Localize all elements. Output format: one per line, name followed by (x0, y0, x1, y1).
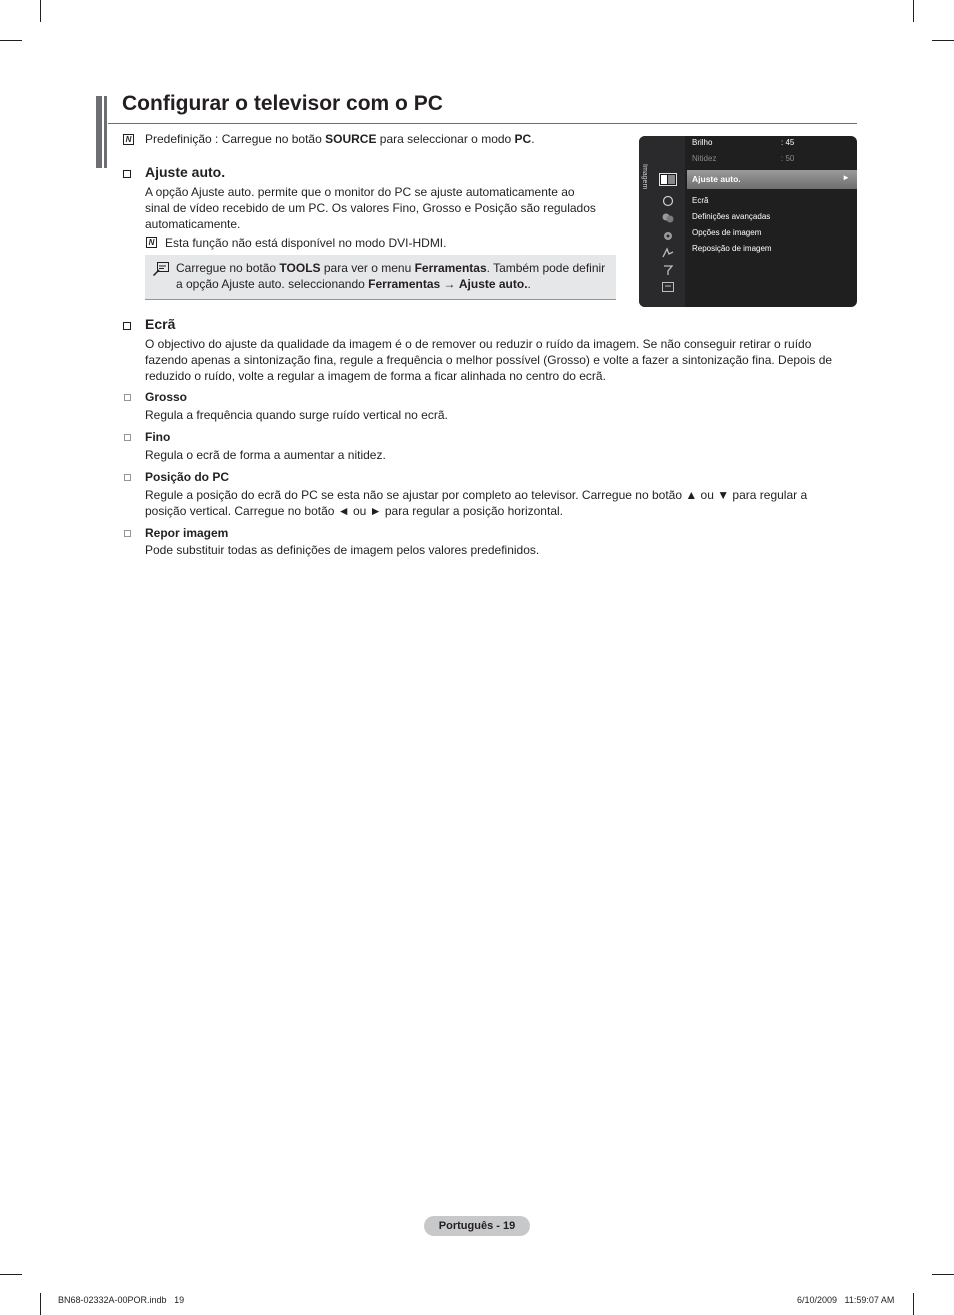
crop-mark (40, 0, 41, 22)
note-icon: N (146, 237, 157, 248)
tv-menu-highlighted-item (687, 170, 857, 189)
bullet-square-icon (124, 394, 131, 401)
picture-icon (659, 173, 677, 186)
application-icon (661, 264, 675, 276)
sub-item-title: Repor imagem (145, 526, 229, 540)
tv-menu-item: Ajuste auto. (692, 174, 741, 184)
crop-mark (913, 0, 914, 22)
ecra-body: O objectivo do ajuste da qualidade da imagem é o de remover ou reduzir o ruído da imagem. Se não conseguir retirar o ruído fazendo apenas a sintonização fina, regule a frequência o melhor possível (Grosso) e volte a fazer a sintonização fina. Depois de reduzido o ruído, volte a regular a imagem de forma a ficar alinhada no centro do ecrã. (145, 337, 833, 383)
intro-note: Predefinição : Carregue no botão SOURCE para seleccionar o modo PC. (145, 132, 535, 146)
crop-mark (0, 40, 22, 41)
tv-menu-screenshot (639, 136, 857, 307)
setup-gear-icon (661, 230, 675, 242)
crop-mark (932, 1274, 954, 1275)
tv-menu-item: Definições avançadas (692, 212, 771, 221)
print-slug-right: 6/10/2009 11:59:07 AM (797, 1295, 895, 1305)
tv-menu-value: : 50 (781, 154, 795, 163)
tv-menu-item: Reposição de imagem (692, 244, 772, 253)
crop-mark (913, 1293, 914, 1315)
sub-item-text: Regula a frequência quando surge ruído vertical no ecrã. (145, 408, 448, 422)
sound-icon (661, 195, 675, 207)
arrow-right-icon: ► (842, 173, 850, 182)
crop-mark (0, 1274, 22, 1275)
section-checkbox-icon (123, 170, 131, 178)
ajuste-body: A opção Ajuste auto. permite que o monitor do PC se ajuste automaticamente ao sinal de vídeo recebido de um PC. Os valores Fino, Grosso e Posição são regulados automaticamente. (145, 185, 596, 231)
section-heading-ecra: Ecrã (145, 316, 176, 332)
tv-menu-item: Opções de imagem (692, 228, 762, 237)
bullet-square-icon (124, 530, 131, 537)
sub-item-title: Fino (145, 430, 171, 444)
bullet-square-icon (124, 434, 131, 441)
tv-menu-item: Brilho (692, 138, 713, 147)
page-title: Configurar o televisor com o PC (122, 92, 443, 115)
page-number-badge: Português - 19 (424, 1216, 530, 1236)
input-icon (661, 247, 675, 259)
tools-tip-text: Carregue no botão TOOLS para ver o menu Ferramentas. Também pode definir a opção Ajuste auto. seleccionando Ferramentas → Ajuste auto.. (176, 261, 606, 291)
crop-mark (932, 40, 954, 41)
crop-mark (40, 1293, 41, 1315)
tools-icon (153, 262, 169, 276)
sub-item-title: Grosso (145, 390, 188, 404)
section-heading-ajuste: Ajuste auto. (145, 164, 226, 180)
tv-menu-item: Ecrã (692, 196, 709, 205)
tools-tip-box (145, 255, 616, 300)
note-icon: N (123, 134, 134, 145)
sub-item-title: Posição do PC (145, 470, 230, 484)
ajuste-note: Esta função não está disponível no modo DVI-HDMI. (165, 236, 447, 250)
support-icon (661, 281, 675, 293)
sub-item-text: Regule a posição do ecrã do PC se esta não se ajustar por completo ao televisor. Carregue no botão ▲ ou ▼ para regular a posição vertical. Carregue no botão ◄ ou ► para regular a posição horizontal. (145, 488, 808, 518)
tv-menu-item: Nitidez (692, 154, 717, 163)
section-checkbox-icon (123, 322, 131, 330)
tv-menu-value: : 45 (781, 138, 795, 147)
channel-icon (661, 212, 675, 224)
tv-menu-side-label: Imagem (641, 164, 648, 190)
sub-item-text: Regula o ecrã de forma a aumentar a nitidez. (145, 448, 386, 462)
title-rule (108, 123, 857, 124)
print-slug-left: BN68-02332A-00POR.indb 19 (58, 1295, 185, 1305)
sub-item-text: Pode substituir todas as definições de imagem pelos valores predefinidos. (145, 543, 540, 557)
bullet-square-icon (124, 474, 131, 481)
